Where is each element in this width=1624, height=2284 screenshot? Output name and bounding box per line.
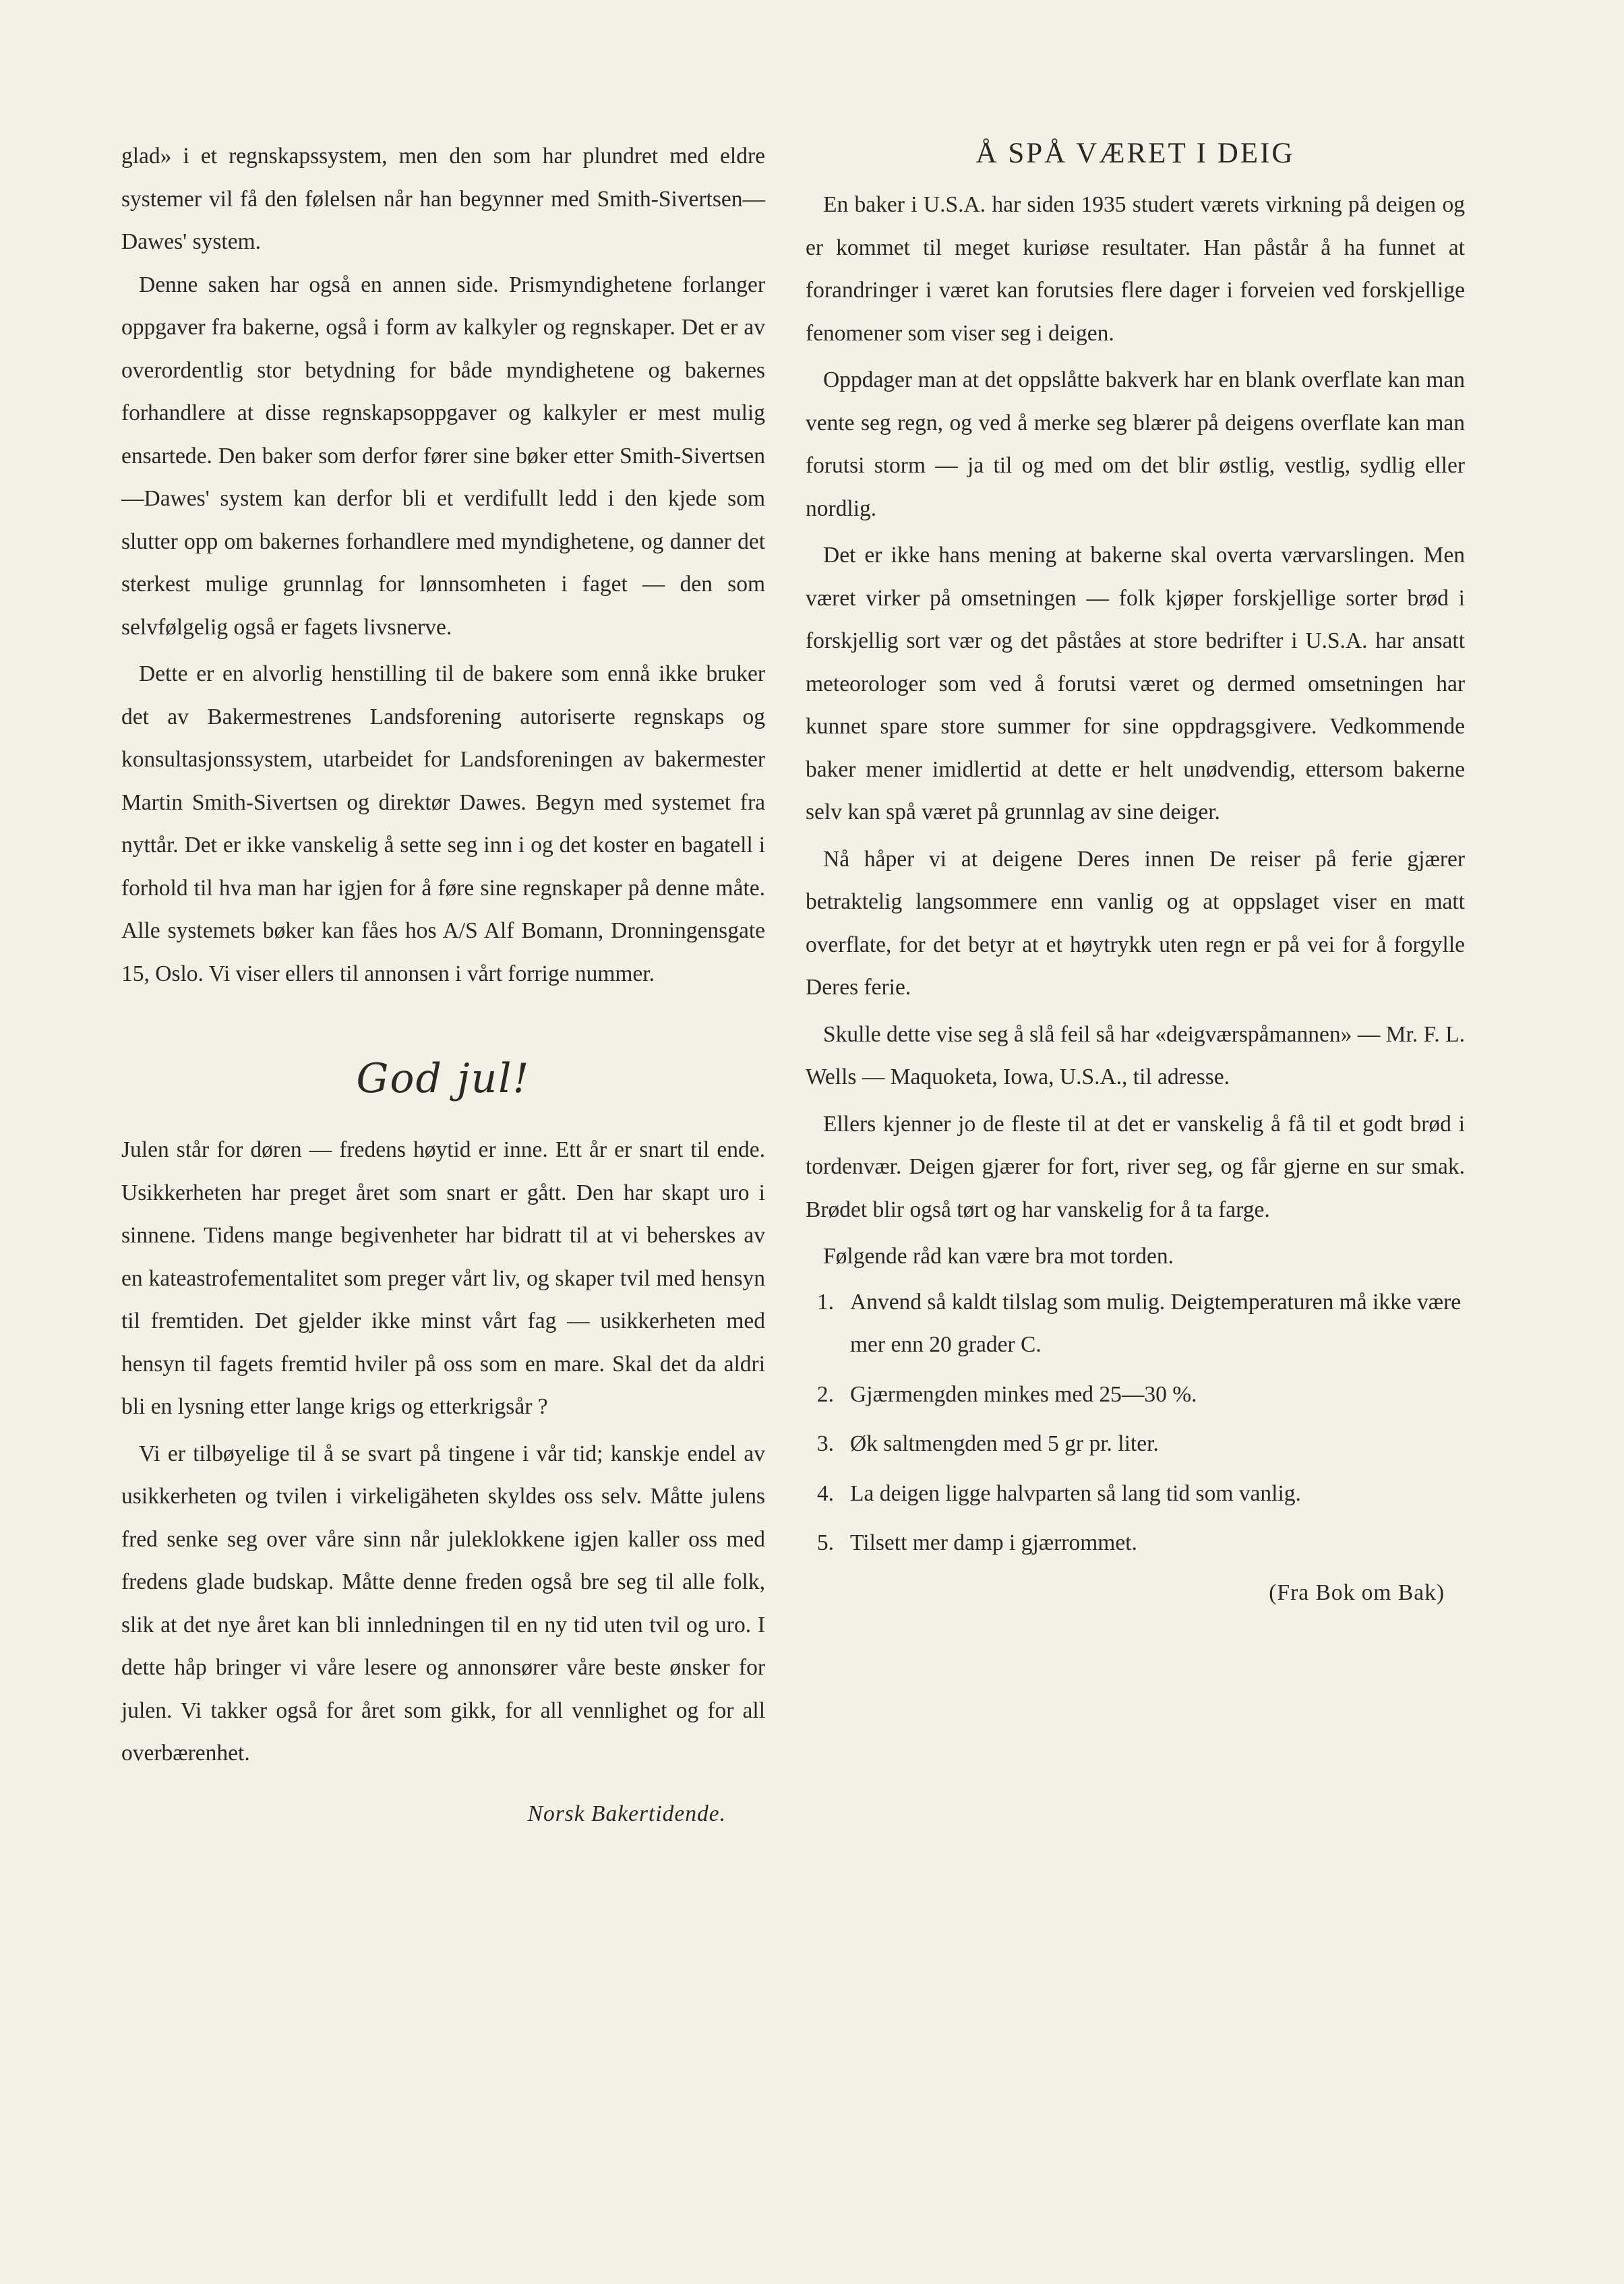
paragraph-appeal: Dette er en alvorlig henstilling til de bakere som ennå ikke bruker det av Bakermestrenes Landsforening autoriserte regnskaps og konsultasjonssystem, utarbeidet for Landsforeningen av bakermester Martin Smith-Sivertsen og direktør Dawes. Begyn med systemet fra nyttår. Det er ikke vanskelig å sette seg inn i og det koster en bagatell i forhold til hva man har igjen for å føre sine regnskaper på denne måte. Alle systemets bøker kan fåes hos A/S Alf Bomann, Dronningensgate 15, Oslo. Vi viser ellers til annonsen i vårt forrige nummer.: [121, 661, 765, 986]
paragraph-continuation: glad» i et regnskapssystem, men den som har plundret med eldre systemer vil få den følelsen når han begynner med Smith-Sivertsen—Dawes' system.: [121, 144, 765, 254]
christmas-heading: God jul!: [356, 1055, 531, 1102]
advice-intro: Følgende råd kan være bra mot torden.: [823, 1244, 1174, 1269]
weather-paragraph-4: Nå håper vi at deigene Deres innen De reiser på ferie gjærer betraktelig langsommere enn vanlig og at oppslaget viser en matt overflate, for det betyr at et høytrykk uten regn er på vei for å forgylle Deres ferie.: [806, 846, 1465, 1000]
list-item: 1. Anvend så kaldt tilslag som mulig. Deigtemperaturen må ikke være mer enn 20 grader C.: [816, 1289, 1462, 1357]
left-column: [121, 135, 765, 1835]
weather-paragraph-6: Ellers kjenner jo de fleste til at det er vanskelig å få til et godt brød i tordenvær. Deigen gjærer for fort, river seg, og får gjerne en sur smak. Brødet blir også tørt og har vanskelig for å ta farge.: [806, 1111, 1465, 1222]
weather-paragraph-5: Skulle dette vise seg å slå feil så har «deigværspåmannen» — Mr. F. L. Wells — Maquoketa, Iowa, U.S.A., til adresse.: [806, 1021, 1465, 1089]
source-credit: (Fra Bok om Bak): [1269, 1580, 1445, 1605]
christmas-paragraph-2: Vi er tilbøyelige til å se svart på tingene i vår tid; kanskje endel av usikkerheten og tvilen i virkeligäheten skyldes oss selv. Måtte julens fred senke seg over våre sinn når juleklokkene igjen kaller oss med fredens glade budskap. Måtte denne freden også bre seg til alle folk, slik at det nye året kan bli innledningen til en ny tid uten tvil og uro. I dette håp bringer vi våre lesere og annonsører våre beste ønsker for julen. Vi takker også for året som gikk, for all vennlighet og for all overbærenhet.: [121, 1441, 765, 1766]
signature: Norsk Bakertidende.: [527, 1801, 726, 1826]
weather-paragraph-3: Det er ikke hans mening at bakerne skal overta værvarslingen. Men været virker på omsetningen — folk kjøper forskjellige sorter brød i forskjellig sort vær og det påståes at store bedrifter i U.S.A. har ansatt meteorologer som ved å forutsi været og dermed omsetningen har kunnet spare store summer for sine oppdragsgivere. Vedkommende baker mener imidlertid at dette er helt unødvendig, ettersom bakerne selv kan spå været på grunnlag av sine deiger.: [806, 543, 1465, 824]
list-item: 3. Øk saltmengden med 5 gr pr. liter.: [816, 1431, 1159, 1456]
list-item: 4. La deigen ligge halvparten så lang tid som vanlig.: [816, 1480, 1301, 1506]
right-column: [806, 133, 1465, 1614]
article-title: Å SPÅ VÆRET I DEIG: [975, 138, 1295, 169]
paragraph-price-authorities: Denne saken har også en annen side. Prismyndighetene forlanger oppgaver fra bakerne, også i form av kalkyler og regnskaper. Det er av overordentlig stor betydning for både myndighetene og bakernes forhandlere at disse regnskapsoppgaver og kalkyler er mest mulig ensartede. Den baker som derfor fører sine bøker etter Smith-Sivertsen—Dawes' system kan derfor bli et verdifullt ledd i den kjede som slutter opp om bakernes forhandlere med myndighetene, og danner det sterkest mulige grunnlag for lønnsomheten i faget — den som selvfølgelig også er fagets livsnerve.: [121, 272, 765, 640]
advice-list: [806, 1281, 1465, 1565]
weather-paragraph-2: Oppdager man at det oppslåtte bakverk har en blank overflate kan man vente seg regn, og ved å merke seg blærer på deigens overflate kan man forutsi storm — ja til og med om det blir østlig, vestlig, sydlig eller nordlig.: [806, 367, 1465, 521]
weather-paragraph-1: En baker i U.S.A. har siden 1935 studert værets virkning på deigen og er kommet til meget kuriøse resultater. Han påstår å ha funnet at forandringer i været kan forutsies flere dager i forveien ved forskjellige fenomener som viser seg i deigen.: [806, 192, 1465, 346]
christmas-paragraph-1: Julen står for døren — fredens høytid er inne. Ett år er snart til ende. Usikkerheten har preget året som snart er gått. Den har skapt uro i sinnene. Tidens mange begivenheter har bidratt til at vi beherskes av en kateastrofementalitet som preger vårt liv, og skaper tvil med hensyn til fremtiden. Det gjelder ikke minst vårt fag — usikkerheten med hensyn til fagets fremtid hviler på oss som en mare. Skal det da aldri bli en lysning etter lange krigs og etterkrigsår ?: [121, 1137, 765, 1419]
list-item: 2. Gjærmengden minkes med 25—30 %.: [816, 1381, 1197, 1407]
list-item: 5. Tilsett mer damp i gjærrommet.: [816, 1530, 1137, 1555]
